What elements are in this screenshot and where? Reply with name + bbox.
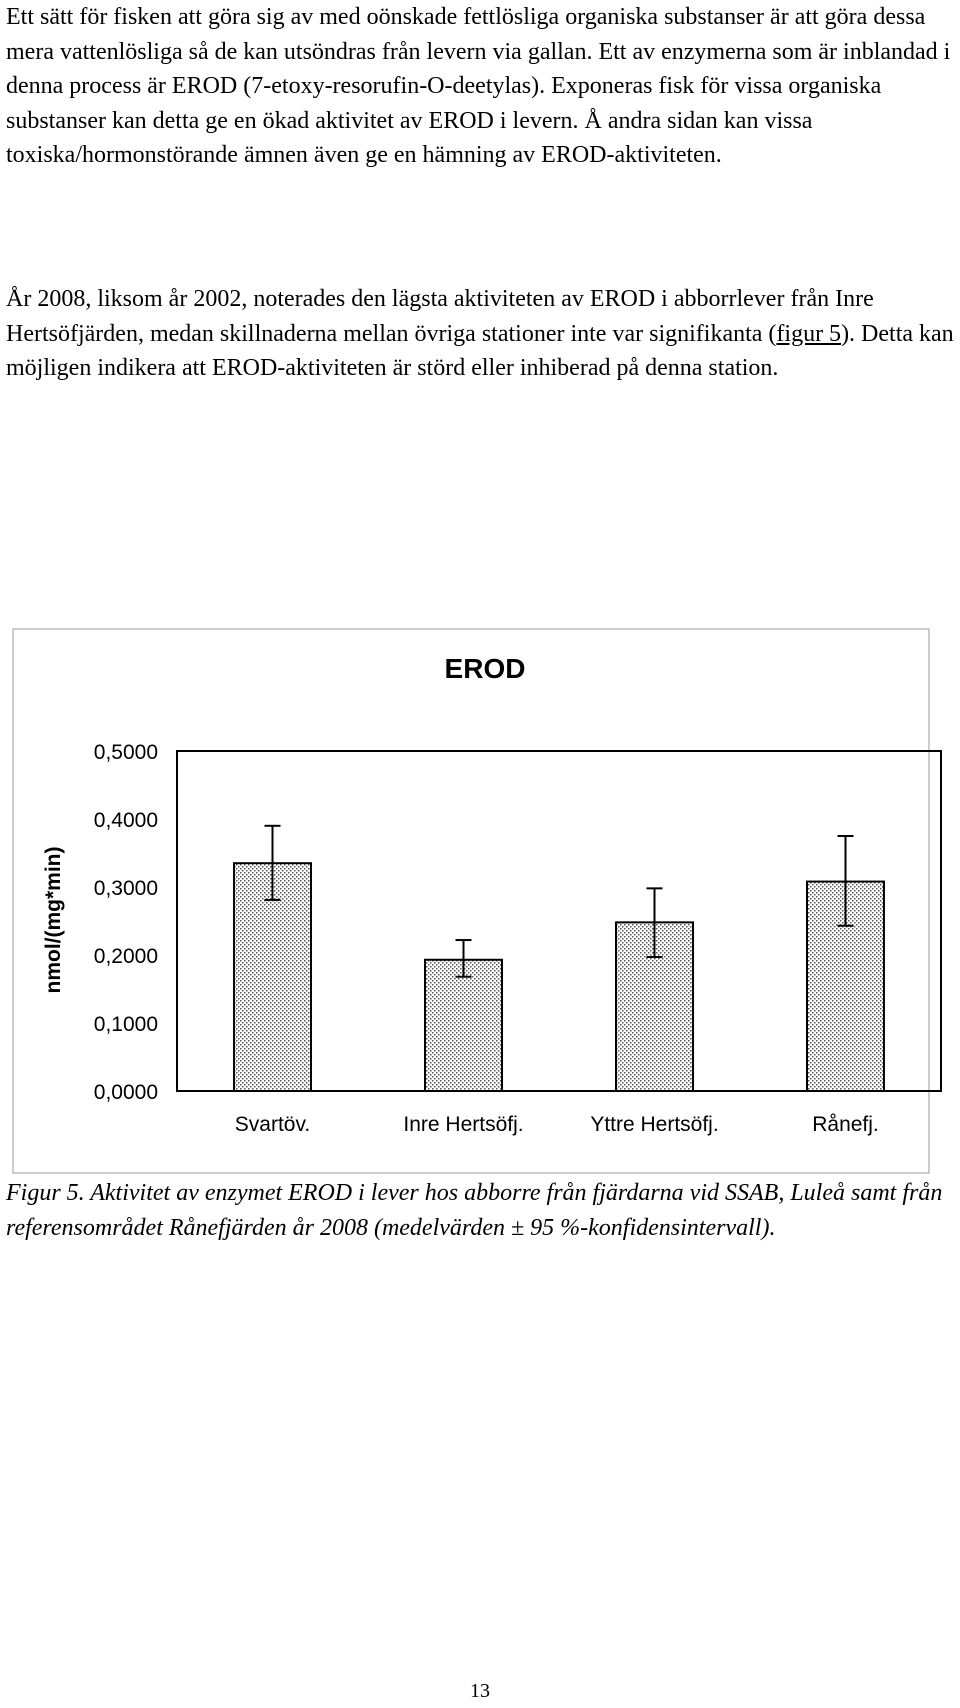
y-tick-label: 0,1000 bbox=[93, 1013, 158, 1036]
y-tick-label: 0,3000 bbox=[93, 877, 158, 900]
x-tick-label: Rånefj. bbox=[812, 1113, 879, 1136]
paragraph-2-text-start: År 2008, liksom år 2002, noterades den lägsta aktiviteten av EROD i abborrlever från Inre Hertsöfjärden, medan skillnaderna mellan övriga stationer inte var signifikanta ( bbox=[6, 286, 874, 347]
page-number: 13 bbox=[470, 1680, 490, 1702]
y-tick-label: 0,2000 bbox=[93, 945, 158, 968]
body-paragraph-1: Ett sätt för fisken att göra sig av med oönskade fettlösliga organiska substanser är att göra dessa mera vattenlösliga så de kan utsöndras från levern via gallan. Ett av enzymerna som är inblandad i denna process är EROD (7-etoxy-resorufin-O-deetylas). Exponeras fisk för vissa organiska substanser kan detta ge en ökad aktivitet av EROD i levern. Å andra sidan kan vissa toxiska/hormonstörande ämnen även ge en hämning av EROD-aktiviteten. bbox=[6, 4, 951, 168]
x-tick-label: Inre Hertsöfj. bbox=[403, 1113, 524, 1136]
y-tick-label: 0,0000 bbox=[93, 1081, 158, 1104]
y-tick-label: 0,4000 bbox=[93, 809, 158, 832]
figure-caption: Figur 5. Aktivitet av enzymet EROD i lever hos abborre från fjärdarna vid SSAB, Luleå samt från referensområdet Rånefjärden år 2008 (medelvärden ± 95 %-konfidensintervall). bbox=[6, 1180, 943, 1241]
x-tick-label: Svartöv. bbox=[234, 1113, 311, 1136]
chart-title: EROD bbox=[444, 653, 526, 684]
y-axis-label: nmol/(mg*min) bbox=[42, 846, 65, 994]
paragraph-2-text-end: ). Detta kan möjligen indikera att EROD-aktiviteten är störd eller inhiberad på denna station. bbox=[6, 320, 954, 381]
bar bbox=[425, 960, 502, 1091]
figure-reference-link[interactable]: figur 5 bbox=[776, 320, 842, 347]
x-tick-label: Yttre Hertsöfj. bbox=[590, 1113, 719, 1136]
y-tick-label: 0,5000 bbox=[93, 741, 158, 764]
